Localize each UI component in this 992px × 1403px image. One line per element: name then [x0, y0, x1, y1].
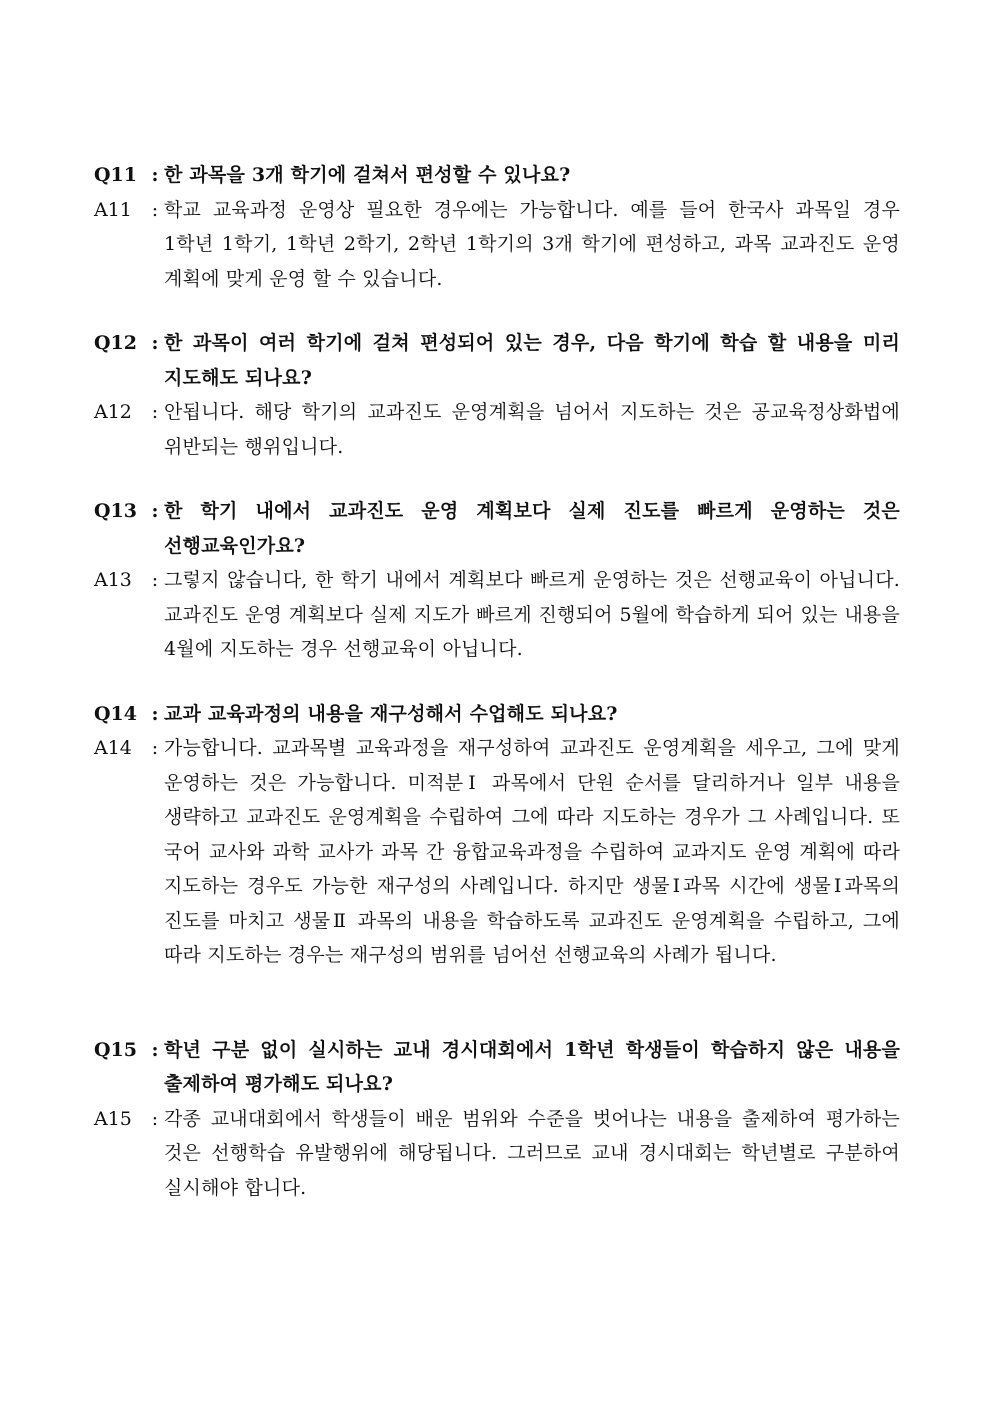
- question-row: [94, 1033, 900, 1102]
- question-label: Q13: [94, 500, 137, 522]
- answer-label: A15: [94, 1107, 132, 1130]
- separator-colon: :: [151, 1107, 159, 1130]
- question-text: 한 학기 내에서 교과진도 운영 계획보다 실제 진도를 빠르게 운영하는 것은 선행교육인가요?: [164, 500, 900, 557]
- separator-colon: :: [151, 702, 159, 725]
- separator-colon: :: [151, 332, 159, 354]
- question-text: 한 과목이 여러 학기에 걸쳐 편성되어 있는 경우, 다음 학기에 학습 할 내용을 미리 지도해도 되나요?: [164, 332, 900, 389]
- answer-row: [94, 395, 900, 464]
- faq-item-11: [94, 158, 900, 296]
- spacer: [94, 667, 900, 697]
- answer-text: 각종 교내대회에서 학생들이 배운 범위와 수준을 벗어나는 내용을 출제하여 평가하는 것은 선행학습 유발행위에 해당됩니다. 그러므로 교내 경시대회는 학년별로 구분하여 실시해야 합니다.: [164, 1107, 900, 1199]
- question-row: [94, 494, 900, 563]
- separator-colon: :: [151, 164, 159, 186]
- separator-colon: :: [151, 569, 159, 591]
- faq-list: [94, 158, 900, 1205]
- question-text: 교과 교육과정의 내용을 재구성해서 수업해도 되나요?: [164, 702, 618, 725]
- question-row: [94, 326, 900, 395]
- answer-row: [94, 563, 900, 667]
- answer-text: 그렇지 않습니다, 한 학기 내에서 계획보다 빠르게 운영하는 것은 선행교육이 아닙니다. 교과진도 운영 계획보다 실제 지도가 빠르게 진행되어 5월에 학습하게 되어 있는 내용을 4월에 지도하는 경우 선행교육이 아닙니다.: [164, 569, 900, 660]
- faq-item-14: [94, 697, 900, 973]
- question-label: Q12: [94, 332, 137, 354]
- answer-row: [94, 731, 900, 973]
- answer-label: A11: [94, 198, 132, 221]
- question-text: 한 과목을 3개 학기에 걸쳐서 편성할 수 있나요?: [164, 164, 571, 186]
- faq-item-12: [94, 326, 900, 464]
- answer-text: 가능합니다. 교과목별 교육과정을 재구성하여 교과진도 운영계획을 세우고, 그에 맞게 운영하는 것은 가능합니다. 미적분Ⅰ 과목에서 단원 순서를 달리하거나 일부 내용을 생략하고 교과진도 운영계획을 수립하여 그에 따라 지도하는 경우가 그 사례입니다. 또 국어 교사와 과학 교사가 과목 간 융합교육과정을 수립하여 교과지도 운영 계획에 따라 지도하는 경우도 가능한 재구성의 사례입니다. 하지만 생물Ⅰ과목 시간에 생물Ⅰ과목의 진도를 마치고 생물Ⅱ 과목의 내용을 학습하도록 교과진도 운영계획을 수립하고, 그에 따라 지도하는 경우는 재구성의 범위를 넘어선 선행교육의 사례가 됩니다.: [164, 737, 900, 966]
- answer-row: [94, 193, 900, 297]
- question-label: Q14: [94, 702, 137, 725]
- separator-colon: :: [151, 500, 159, 522]
- answer-label: A14: [94, 737, 132, 759]
- spacer: [94, 464, 900, 494]
- question-label: Q15: [94, 1038, 137, 1061]
- faq-item-15: [94, 1033, 900, 1206]
- answer-label: A12: [94, 401, 132, 423]
- separator-colon: :: [151, 401, 159, 423]
- question-label: Q11: [94, 164, 137, 186]
- answer-text: 학교 교육과정 운영상 필요한 경우에는 가능합니다. 예를 들어 한국사 과목일 경우 1학년 1학기, 1학년 2학기, 2학년 1학기의 3개 학기에 편성하고, 과목 교과진도 운영 계획에 맞게 운영 할 수 있습니다.: [164, 198, 900, 290]
- answer-row: [94, 1102, 900, 1206]
- question-row: [94, 697, 900, 732]
- question-row: [94, 158, 900, 193]
- answer-text: 안됩니다. 해당 학기의 교과진도 운영계획을 넘어서 지도하는 것은 공교육정상화법에 위반되는 행위입니다.: [164, 401, 900, 458]
- spacer: [94, 296, 900, 326]
- faq-item-13: [94, 494, 900, 667]
- spacer: [94, 973, 900, 1033]
- separator-colon: :: [151, 198, 159, 221]
- separator-colon: :: [151, 1038, 159, 1061]
- separator-colon: :: [151, 737, 159, 759]
- question-text: 학년 구분 없이 실시하는 교내 경시대회에서 1학년 학생들이 학습하지 않은 내용을 출제하여 평가해도 되나요?: [164, 1038, 900, 1095]
- answer-label: A13: [94, 569, 132, 591]
